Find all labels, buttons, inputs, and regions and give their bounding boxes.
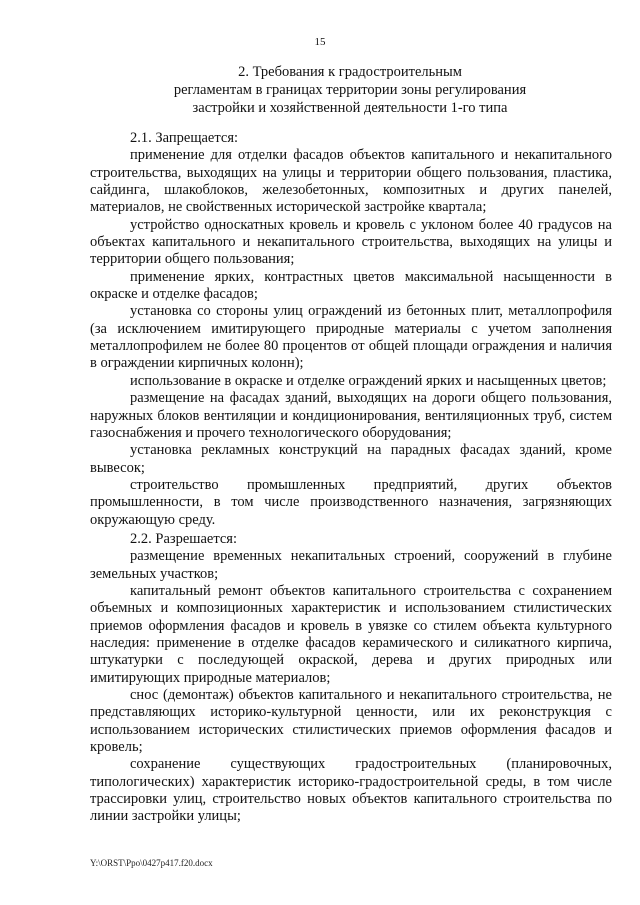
prohibited-item: устройство односкатных кровель и кровель с уклоном более 40 градусов на объектах капитального и некапитального строительства, выходящих на улицы и территории общего пользования; — [90, 216, 612, 268]
section-title-line: регламентам в границах территории зоны регулирования — [173, 82, 527, 98]
document-body — [90, 128, 612, 826]
prohibited-item: размещение на фасадах зданий, выходящих на дороги общего пользования, наружных блоков вентиляции и кондиционирования, вентиляционных труб, систем газоснабжения и прочего технологического оборудования; — [90, 390, 612, 441]
permitted-item: сохранение существующих градостроительных (планировочных, типологических) характеристик историко-градостроительной среды, в том числе трассировки улиц, строительство новых объектов капитального строительства по линии застройки улицы; — [90, 756, 612, 825]
section-title — [90, 63, 610, 117]
permitted-item: снос (демонтаж) объектов капитального и некапитального строительства, не представляющих историко-культурной ценности, или их реконструкция с использованием исторических стилистических приемов оформления фасадов и кровель; — [90, 687, 612, 756]
prohibited-item: установка рекламных конструкций на парадных фасадах зданий, кроме вывесок; — [90, 442, 612, 476]
permitted-item: капитальный ремонт объектов капитального строительства с сохранением объемных и композиционных характеристик и использованием стилистических приемов оформления фасадов и кровель в увязке со стилем объекта культурного наследия: применение в отделке фасадов керамического и силикатного кирпича, штукатурки с последующей окраской, дерева и других природных или имитирующих природные материалов; — [90, 582, 612, 686]
permitted-item: размещение временных некапитальных строений, сооружений в глубине земельных участков; — [90, 548, 612, 582]
prohibited-item: установка со стороны улиц ограждений из бетонных плит, металлопрофиля (за исключением имитирующего природные материалы с учетом заполнения металлопрофилем не более 80 процентов от общей площади ограждения и наличия в ограждении кирпичных колонн); — [90, 303, 612, 372]
prohibited-item: использование в окраске и отделке ограждений ярких и насыщенных цветов; — [130, 372, 607, 389]
prohibited-item: применение ярких, контрастных цветов максимальной насыщенности в окраске и отделке фасадов; — [90, 268, 612, 303]
footer-file-path: Y:\ORST\Ppo\0427p417.f20.docx — [90, 858, 213, 868]
subsection-heading-prohibited: 2.1. Запрещается: — [130, 130, 239, 146]
section-title-line: 2. Требования к градостроительным — [238, 64, 462, 80]
subsection-heading-permitted: 2.2. Разрешается: — [130, 530, 237, 547]
prohibited-item: строительство промышленных предприятий, других объектов промышленности, в том числе производственного назначения, загрязняющих окружающую среду. — [90, 476, 612, 528]
section-title-line: застройки и хозяйственной деятельности 1-го типа — [192, 100, 508, 116]
prohibited-item: применение для отделки фасадов объектов капитального и некапитального строительства, выходящих на улицы и территории общего пользования, пластика, сайдинга, шлакоблоков, железобетонных, композитных и других панелей, материалов, не свойственных исторической застройке квартала; — [90, 147, 612, 216]
page-number: 15 — [314, 36, 326, 48]
